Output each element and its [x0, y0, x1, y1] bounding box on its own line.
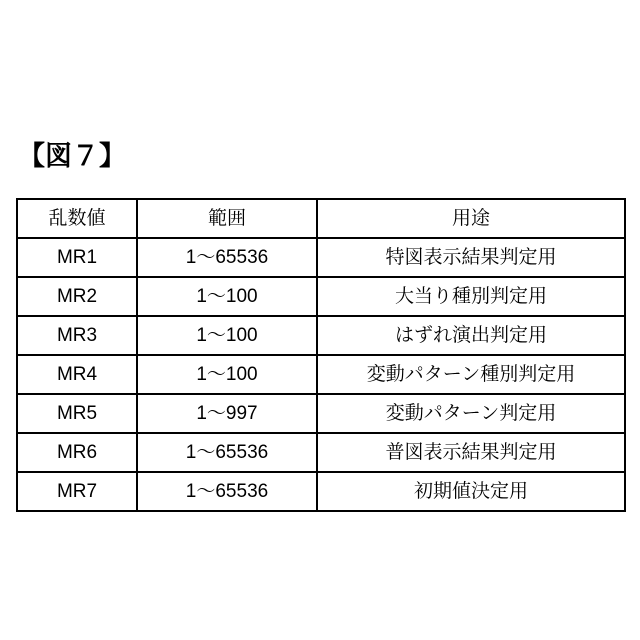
table-header-row: [17, 199, 625, 238]
cell-random-value: MR7: [17, 472, 137, 511]
cell-random-value: MR1: [17, 238, 137, 277]
cell-range: 1〜997: [137, 394, 317, 433]
table-header: [17, 199, 625, 238]
table-row: [17, 394, 625, 433]
table-row: [17, 355, 625, 394]
table-row: [17, 472, 625, 511]
cell-random-value: MR6: [17, 433, 137, 472]
figure-label: 【図７】: [18, 141, 126, 171]
cell-range: 1〜100: [137, 277, 317, 316]
table-body: [17, 238, 625, 511]
column-header-use: 用途: [317, 199, 625, 238]
random-number-table: [16, 198, 626, 512]
cell-use: 大当り種別判定用: [317, 277, 625, 316]
table-row: [17, 277, 625, 316]
random-number-table-container: [16, 198, 624, 512]
cell-use: 変動パターン種別判定用: [317, 355, 625, 394]
cell-use: はずれ演出判定用: [317, 316, 625, 355]
cell-range: 1〜65536: [137, 433, 317, 472]
table-row: [17, 238, 625, 277]
cell-use: 初期値決定用: [317, 472, 625, 511]
column-header-random-value: 乱数値: [17, 199, 137, 238]
cell-random-value: MR4: [17, 355, 137, 394]
cell-use: 普図表示結果判定用: [317, 433, 625, 472]
cell-range: 1〜100: [137, 316, 317, 355]
table-row: [17, 433, 625, 472]
cell-random-value: MR3: [17, 316, 137, 355]
cell-range: 1〜65536: [137, 238, 317, 277]
cell-random-value: MR2: [17, 277, 137, 316]
cell-use: 変動パターン判定用: [317, 394, 625, 433]
table-row: [17, 316, 625, 355]
cell-range: 1〜100: [137, 355, 317, 394]
cell-use: 特図表示結果判定用: [317, 238, 625, 277]
column-header-range: 範囲: [137, 199, 317, 238]
cell-random-value: MR5: [17, 394, 137, 433]
cell-range: 1〜65536: [137, 472, 317, 511]
